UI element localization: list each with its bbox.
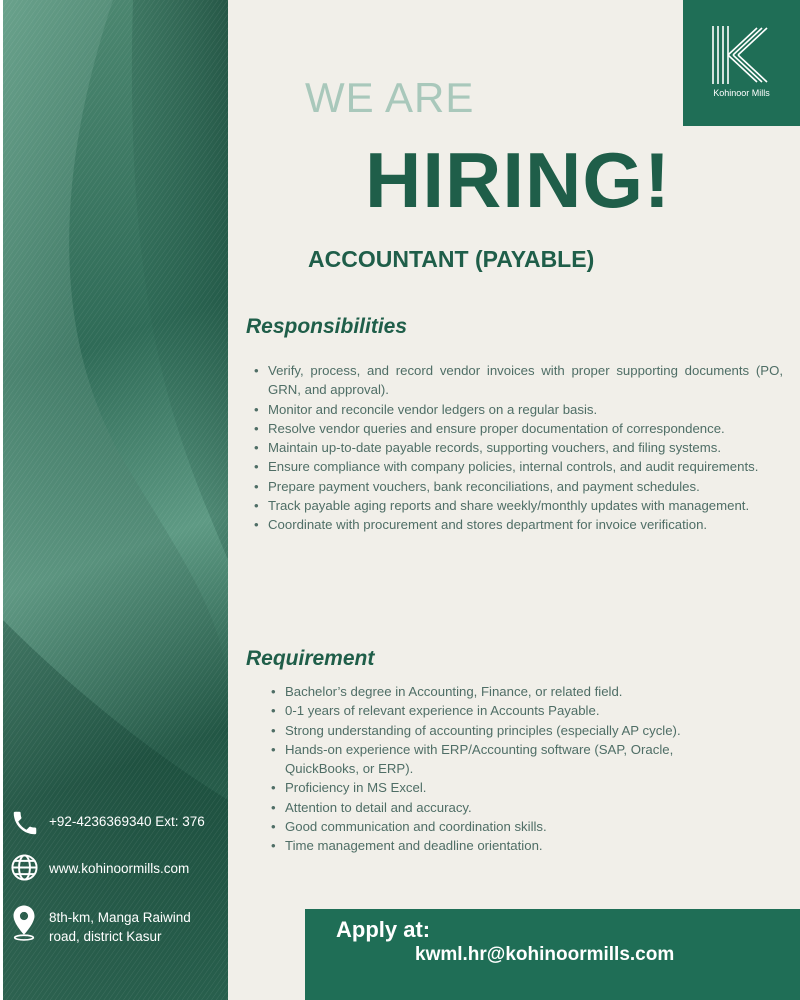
list-item: • Monitor and reconcile vendor ledgers on a regular basis. — [254, 400, 783, 419]
list-item: • Track payable aging reports and share weekly/monthly updates with management. — [254, 496, 783, 515]
we-are-heading: WE ARE — [305, 74, 475, 121]
k-logo-icon — [709, 26, 773, 84]
list-item: • Proficiency in MS Excel. — [271, 778, 741, 797]
address-line-1: 8th-km, Manga Raiwind — [49, 910, 191, 925]
list-item: • Maintain up-to-date payable records, supporting vouchers, and filing systems. — [254, 438, 783, 457]
address-line-2: road, district Kasur — [49, 929, 162, 944]
requirement-list — [271, 682, 741, 856]
list-item: • Strong understanding of accounting principles (especially AP cycle). — [271, 721, 741, 740]
list-item: • Prepare payment vouchers, bank reconciliations, and payment schedules. — [254, 477, 783, 496]
fabric-background-image — [3, 0, 228, 1000]
job-position-title: ACCOUNTANT (PAYABLE) — [308, 246, 595, 272]
list-item: • Time management and deadline orientation. — [271, 836, 741, 855]
kohinoor-mills-logo — [683, 0, 800, 126]
apply-email-link[interactable]: kwml.hr@kohinoormills.com — [415, 944, 675, 965]
phone-icon — [10, 808, 40, 838]
globe-icon — [10, 853, 39, 882]
phone-text: +92-4236369340 Ext: 376 — [49, 814, 205, 829]
responsibilities-heading: Responsibilities — [246, 315, 408, 338]
hiring-heading: HIRING! — [365, 136, 671, 224]
apply-label: Apply at: — [336, 917, 431, 942]
list-item: • Resolve vendor queries and ensure proper documentation of correspondence. — [254, 419, 783, 438]
list-item: • 0-1 years of relevant experience in Accounts Payable. — [271, 701, 741, 720]
list-item: • Verify, process, and record vendor invoices with proper supporting documents (PO, GRN, and approval). — [254, 361, 783, 400]
list-item: • Attention to detail and accuracy. — [271, 798, 741, 817]
list-item: • Good communication and coordination skills. — [271, 817, 741, 836]
responsibilities-list — [254, 361, 783, 535]
requirement-heading: Requirement — [246, 647, 375, 670]
list-item: • Ensure compliance with company policies, internal controls, and audit requirements. — [254, 457, 783, 476]
list-item: • Hands-on experience with ERP/Accounting software (SAP, Oracle, QuickBooks, or ERP). — [271, 740, 741, 779]
brand-name: Kohinoor Mills — [713, 88, 770, 98]
location-pin-icon — [10, 905, 38, 941]
list-item: • Coordinate with procurement and stores department for invoice verification. — [254, 515, 783, 534]
list-item: • Bachelor’s degree in Accounting, Finance, or related field. — [271, 682, 741, 701]
website-text: www.kohinoormills.com — [49, 861, 190, 876]
apply-box — [305, 909, 800, 1000]
